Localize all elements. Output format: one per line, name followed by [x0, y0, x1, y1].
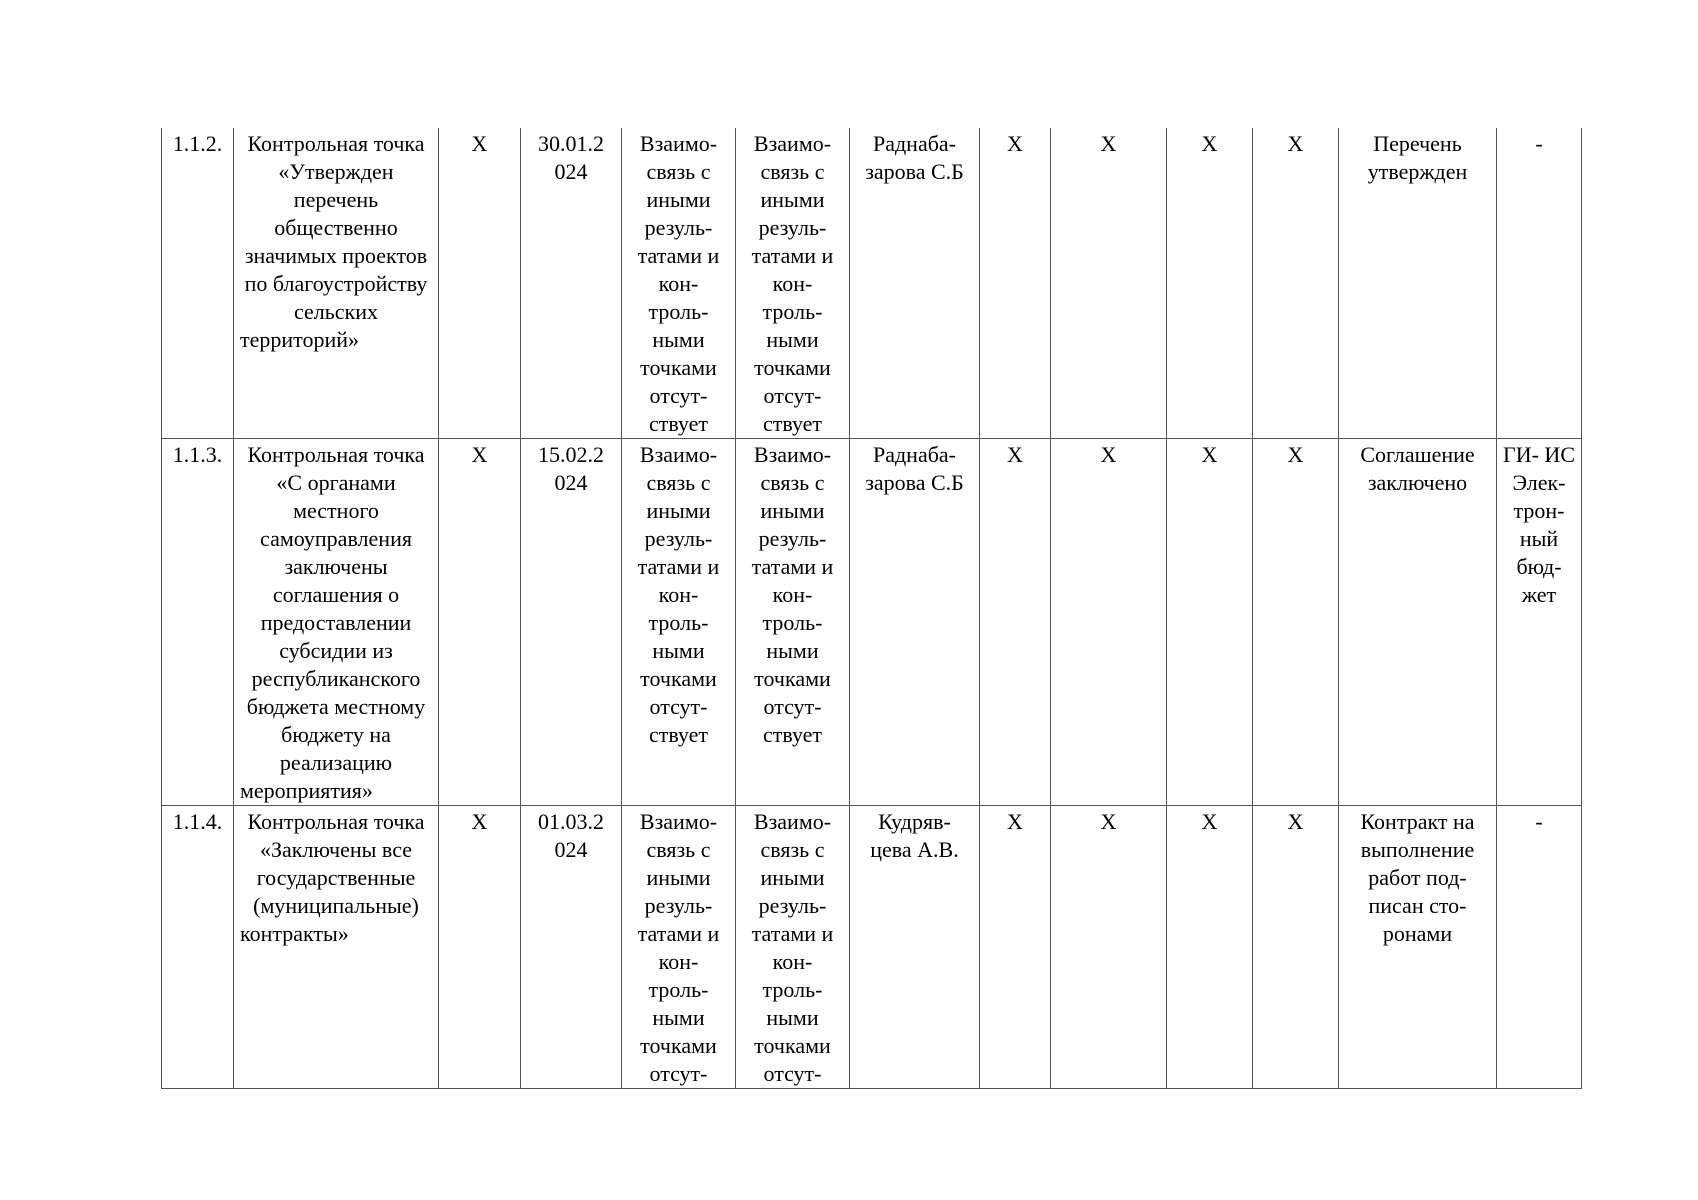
cell-mark: X [1051, 806, 1167, 1089]
cell-mark: X [439, 128, 521, 439]
control-points-table [161, 128, 1582, 1089]
information-system: - [1497, 128, 1582, 439]
relation-cell: Взаимо- связь с иными резуль- татами и кон- троль- ными точками отсут- [736, 806, 850, 1089]
cell-mark: X [1253, 439, 1339, 806]
document-type: Контракт на выполнение работ под- писан сто- ронами [1339, 806, 1497, 1089]
control-point-name: Контрольная точка «Утвержден перечень общественно значимых проектов по благоустройству сельских территорий» [234, 128, 439, 439]
document-type: Соглашение заключено [1339, 439, 1497, 806]
control-point-name: Контрольная точка «С органами местного самоуправления заключены соглашения о предоставлении субсидии из республиканского бюджета местному бюджету на реализацию мероприятия» [234, 439, 439, 806]
cell-mark: X [1253, 806, 1339, 1089]
cell-mark: X [980, 128, 1051, 439]
cell-mark: X [1051, 128, 1167, 439]
document-type: Перечень утвержден [1339, 128, 1497, 439]
responsible-person: Раднаба- зарова С.Б [850, 128, 980, 439]
cell-mark: X [1051, 439, 1167, 806]
cell-mark: X [1167, 128, 1253, 439]
table-row [162, 128, 1582, 439]
row-number: 1.1.4. [162, 806, 234, 1089]
due-date: 15.02.2 024 [521, 439, 622, 806]
cell-mark: X [980, 806, 1051, 1089]
table-row [162, 439, 1582, 806]
relation-cell: Взаимо- связь с иными резуль- татами и кон- троль- ными точками отсут- ствует [736, 128, 850, 439]
cell-mark: X [1167, 806, 1253, 1089]
relation-cell: Взаимо- связь с иными резуль- татами и кон- троль- ными точками отсут- ствует [622, 439, 736, 806]
relation-cell: Взаимо- связь с иными резуль- татами и кон- троль- ными точками отсут- [622, 806, 736, 1089]
table-row [162, 806, 1582, 1089]
due-date: 30.01.2 024 [521, 128, 622, 439]
relation-cell: Взаимо- связь с иными резуль- татами и кон- троль- ными точками отсут- ствует [736, 439, 850, 806]
relation-cell: Взаимо- связь с иными резуль- татами и кон- троль- ными точками отсут- ствует [622, 128, 736, 439]
cell-mark: X [439, 439, 521, 806]
cell-mark: X [1253, 128, 1339, 439]
row-number: 1.1.2. [162, 128, 234, 439]
row-number: 1.1.3. [162, 439, 234, 806]
due-date: 01.03.2 024 [521, 806, 622, 1089]
cell-mark: X [980, 439, 1051, 806]
information-system: ГИ- ИС Элек- трон- ный бюд- жет [1497, 439, 1582, 806]
responsible-person: Раднаба- зарова С.Б [850, 439, 980, 806]
responsible-person: Кудряв- цева А.В. [850, 806, 980, 1089]
cell-mark: X [1167, 439, 1253, 806]
cell-mark: X [439, 806, 521, 1089]
information-system: - [1497, 806, 1582, 1089]
control-point-name: Контрольная точка «Заключены все государственные (муниципальные) контракты» [234, 806, 439, 1089]
